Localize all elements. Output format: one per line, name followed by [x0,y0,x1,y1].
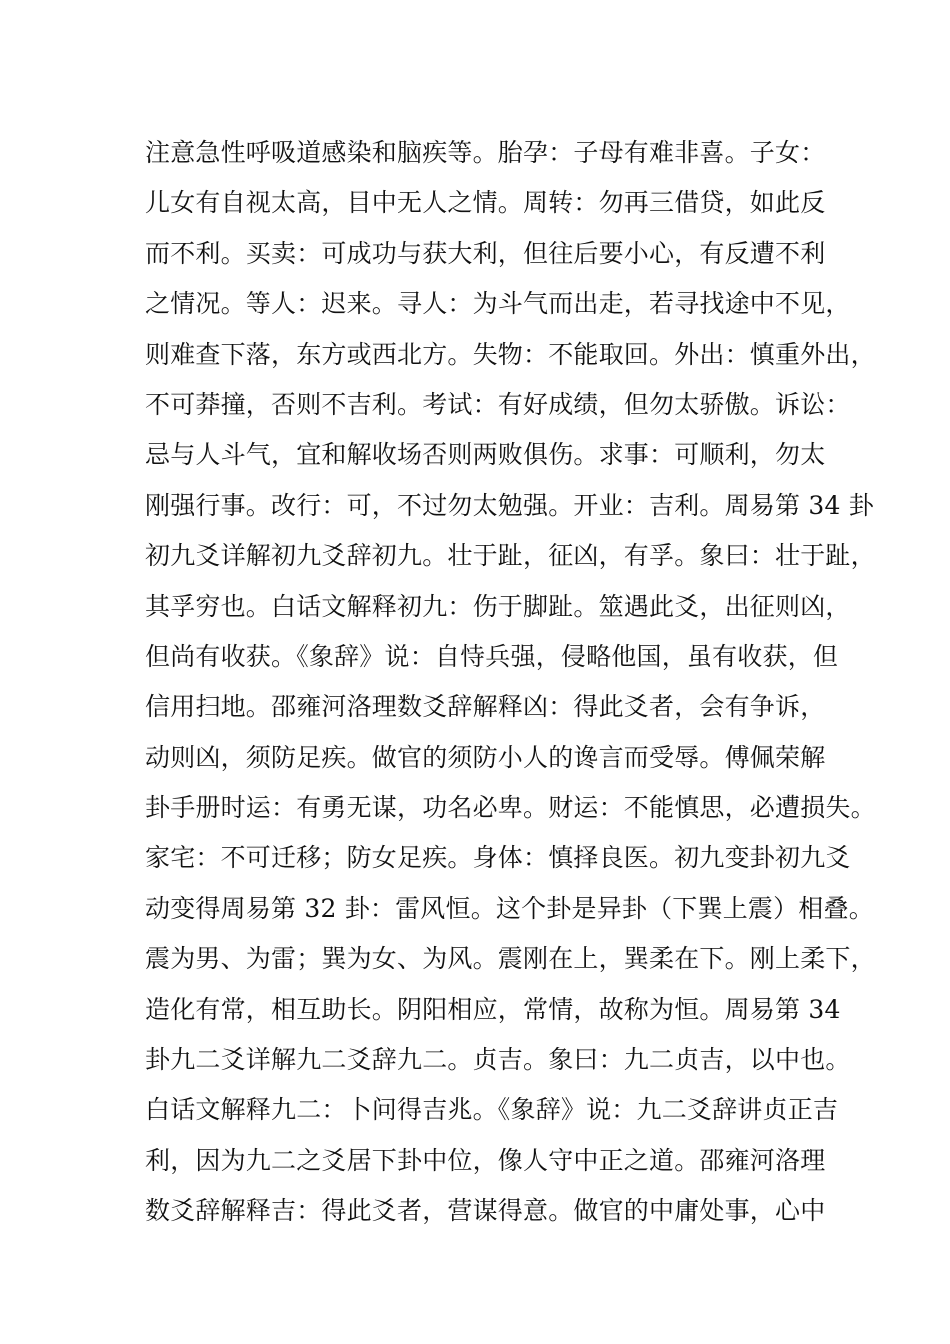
text-line: 白话文解释九二：卜问得吉兆。《象辞》说：九二爻辞讲贞正吉 [145,1095,839,1125]
text-line: 其孚穷也。白话文解释初九：伤于脚趾。筮遇此爻，出征则凶， [145,591,851,621]
text-line: 卦手册时运：有勇无谋，功名必卑。财运：不能慎思，必遭损失。 [145,793,876,823]
text-line: 动则凶，须防足疾。做官的须防小人的谗言而受辱。傅佩荣解 [145,742,826,772]
text-line: 造化有常，相互助长。阴阳相应，常情，故称为恒。周易第 34 [145,994,841,1024]
text-line: 不可莽撞，否则不吉利。考试：有好成绩，但勿太骄傲。诉讼： [145,389,851,419]
text-line: 刚强行事。改行：可，不过勿太勉强。开业：吉利。周易第 34 卦 [145,490,874,520]
text-line: 动变得周易第 32 卦：雷风恒。这个卦是异卦（下巽上震）相叠。 [145,893,874,923]
text-line: 注意急性呼吸道感染和脑疾等。胎孕：子母有难非喜。子女： [145,138,826,167]
text-line: 之情况。等人：迟来。寻人：为斗气而出走，若寻找途中不见， [145,289,851,319]
text-line: 信用扫地。邵雍河洛理数爻辞解释凶：得此爻者，会有争诉， [145,692,826,722]
text-line: 家宅：不可迁移；防女足疾。身体：慎择良医。初九变卦初九爻 [145,843,851,873]
text-line: 初九爻详解初九爻辞初九。壮于趾，征凶，有孚。象曰：壮于趾， [145,541,876,571]
text-line: 忌与人斗气，宜和解收场否则两败俱伤。求事：可顺利，勿太 [145,440,826,470]
text-line: 则难查下落，东方或西北方。失物：不能取回。外出：慎重外出， [145,339,876,369]
body-text [145,128,876,1237]
text-line: 但尚有收获。《象辞》说：自恃兵强，侵略他国，虽有收获，但 [145,641,839,671]
text-line: 数爻辞解释吉：得此爻者，营谋得意。做官的中庸处事，心中 [145,1196,826,1226]
text-line: 卦九二爻详解九二爻辞九二。贞吉。象曰：九二贞吉，以中也。 [145,1045,851,1075]
text-line: 利，因为九二之爻居下卦中位，像人守中正之道。邵雍河洛理 [145,1145,826,1175]
text-line: 儿女有自视太高，目中无人之情。周转：勿再三借贷，如此反 [145,188,826,218]
text-line: 震为男、为雷；巽为女、为风。震刚在上，巽柔在下。刚上柔下， [145,944,876,974]
text-line: 而不利。买卖：可成功与获大利，但往后要小心，有反遭不利 [145,238,826,268]
